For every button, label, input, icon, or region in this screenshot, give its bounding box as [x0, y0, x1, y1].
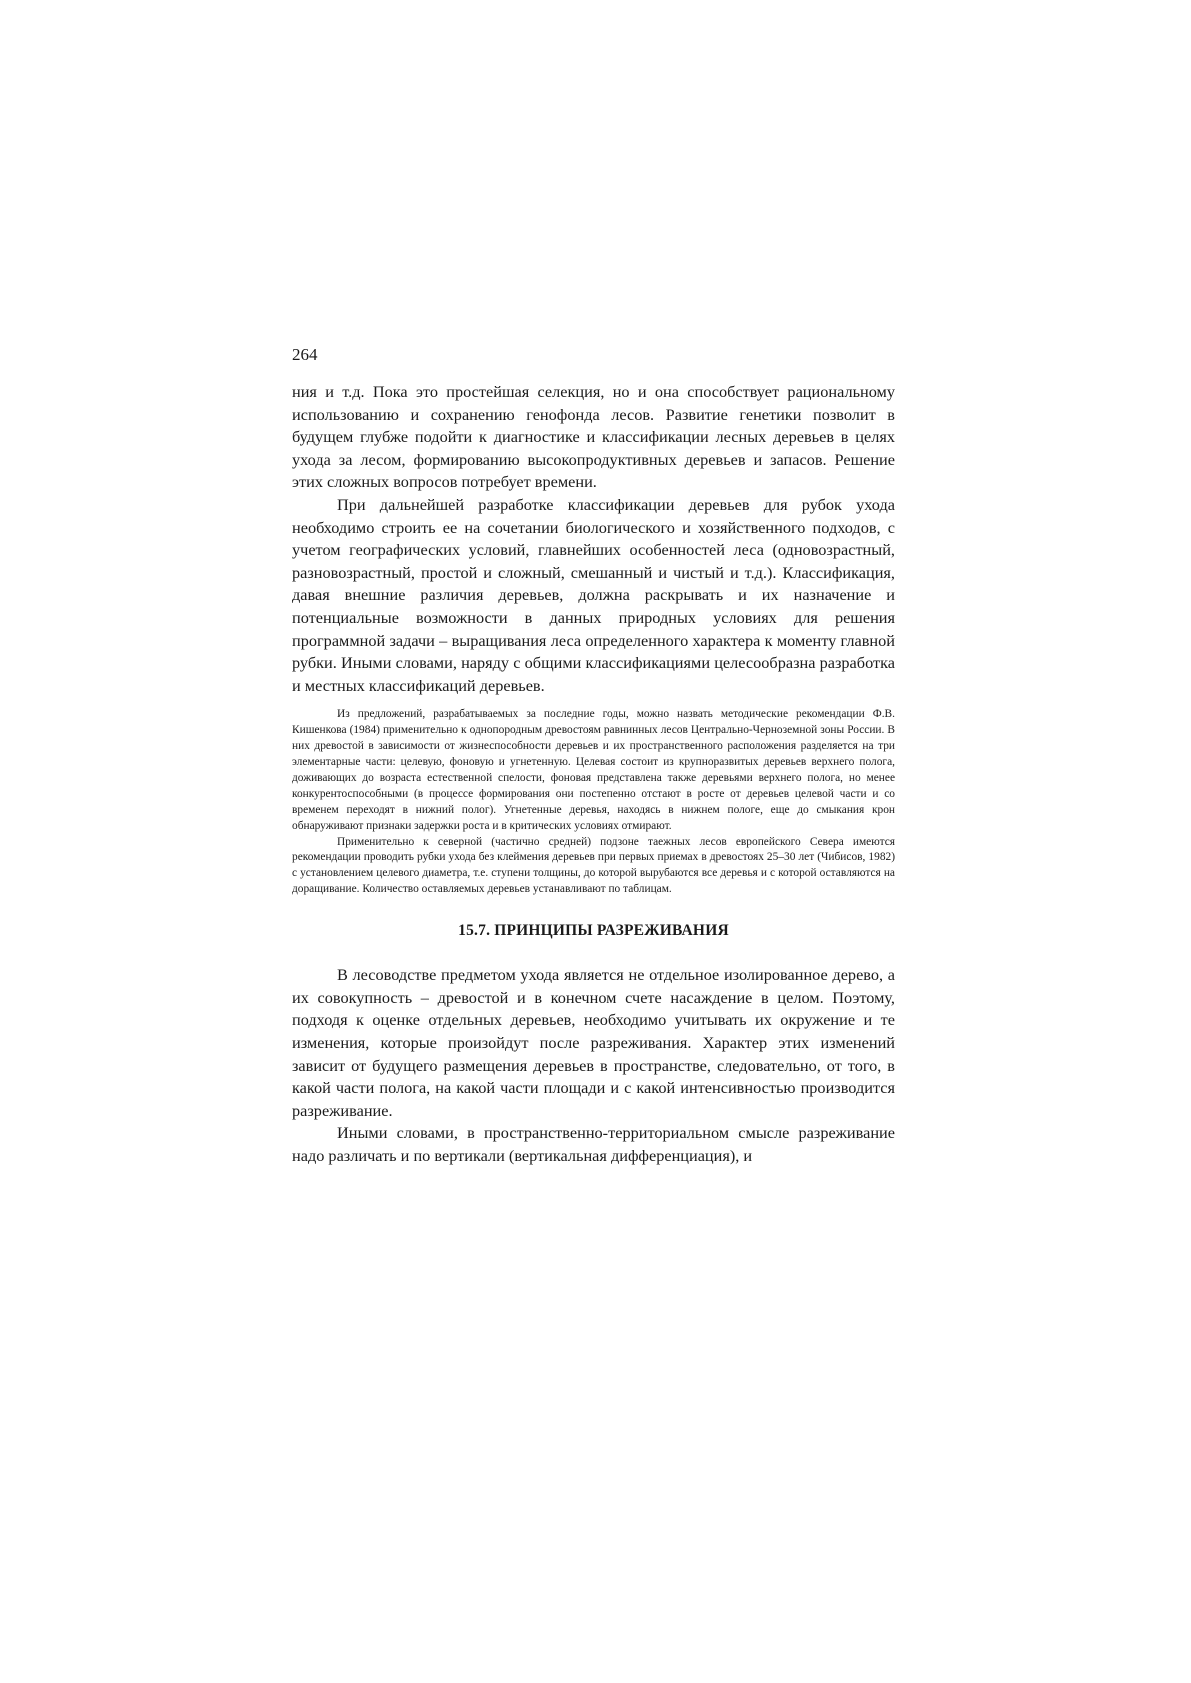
paragraph: Иными словами, в пространственно-территориальном смысле разреживание надо различать и по вертикали (вертикальная дифференциация), и	[292, 1123, 895, 1165]
page-number: 264	[292, 345, 318, 364]
top-text-block	[292, 381, 895, 697]
section-heading: 15.7. ПРИНЦИПЫ РАЗРЕЖИВАНИЯ	[458, 922, 729, 940]
paragraph: ния и т.д. Пока это простейшая селекция, но и она способствует рациональному использованию и сохранению генофонда лесов. Развитие генетики позволит в будущем глубже подойти к диагностике и классификации лесных деревьев в целях ухода за лесом, формированию высокопродуктивных деревьев и запасов. Решение этих сложных вопросов потребует времени.	[292, 382, 895, 492]
document-page	[292, 345, 895, 1168]
small-print-block	[292, 707, 895, 898]
paragraph: При дальнейшей разработке классификации деревьев для рубок ухода необходимо строить ее на сочетании биологического и хозяйственного подходов, с учетом географических условий, главнейших особенностей леса (одновозрастный, разновозрастный, простой и сложный, смешанный и чистый и т.д.). Классификация, давая внешние различия деревьев, должна раскрывать и их назначение и потенциальные возможности в данных природных условиях для решения программной задачи – выращивания леса определенного характера к моменту главной рубки. Иными словами, наряду с общими классификациями целесообразна разработка и местных классификаций деревьев.	[292, 494, 895, 695]
bottom-text-block	[292, 964, 895, 1167]
small-paragraph: Из предложений, разрабатываемых за последние годы, можно назвать методические рекомендации Ф.В. Кишенкова (1984) применительно к однопородным древостоям равнинных лесов Центрально-Черноземной зоны России. В них древостой в зависимости от жизнеспособности деревьев и их пространственного расположения разделяется на три элементарные части: целевую, фоновую и угнетенную. Целевая состоит из крупноразвитых деревьев верхнего полога, доживающих до возраста естественной спелости, фоновая представлена также деревьями верхнего полога, но менее конкурентоспособными (в процессе формирования они постепенно отстают в росте от деревьев целевой части и со временем переходят в нижний полог). Угнетенные деревья, находясь в нижнем пологе, еще до смыкания крон обнаруживают признаки задержки роста и в критических условиях отмирают.	[292, 708, 895, 832]
small-paragraph: Применительно к северной (частично средней) подзоне таежных лесов европейского Севера имеются рекомендации проводить рубки ухода без клеймения деревьев при первых приемах в древостоях 25–30 лет (Чибисов, 1982) с установлением целевого диаметра, т.е. ступени толщины, до которой вырубаются все деревья и с которой оставляются на доращивание. Количество оставляемых деревьев устанавливают по таблицам.	[292, 835, 895, 896]
paragraph: В лесоводстве предметом ухода является не отдельное изолированное дерево, а их совокупность – древостой и в конечном счете насаждение в целом. Поэтому, подходя к оценке отдельных деревьев, необходимо учитывать их окружение и те изменения, которые произойдут после разреживания. Характер этих изменений зависит от будущего размещения деревьев в пространстве, следовательно, от того, в какой части полога, на какой части площади и с какой интенсивностью производится разреживание.	[292, 965, 895, 1120]
